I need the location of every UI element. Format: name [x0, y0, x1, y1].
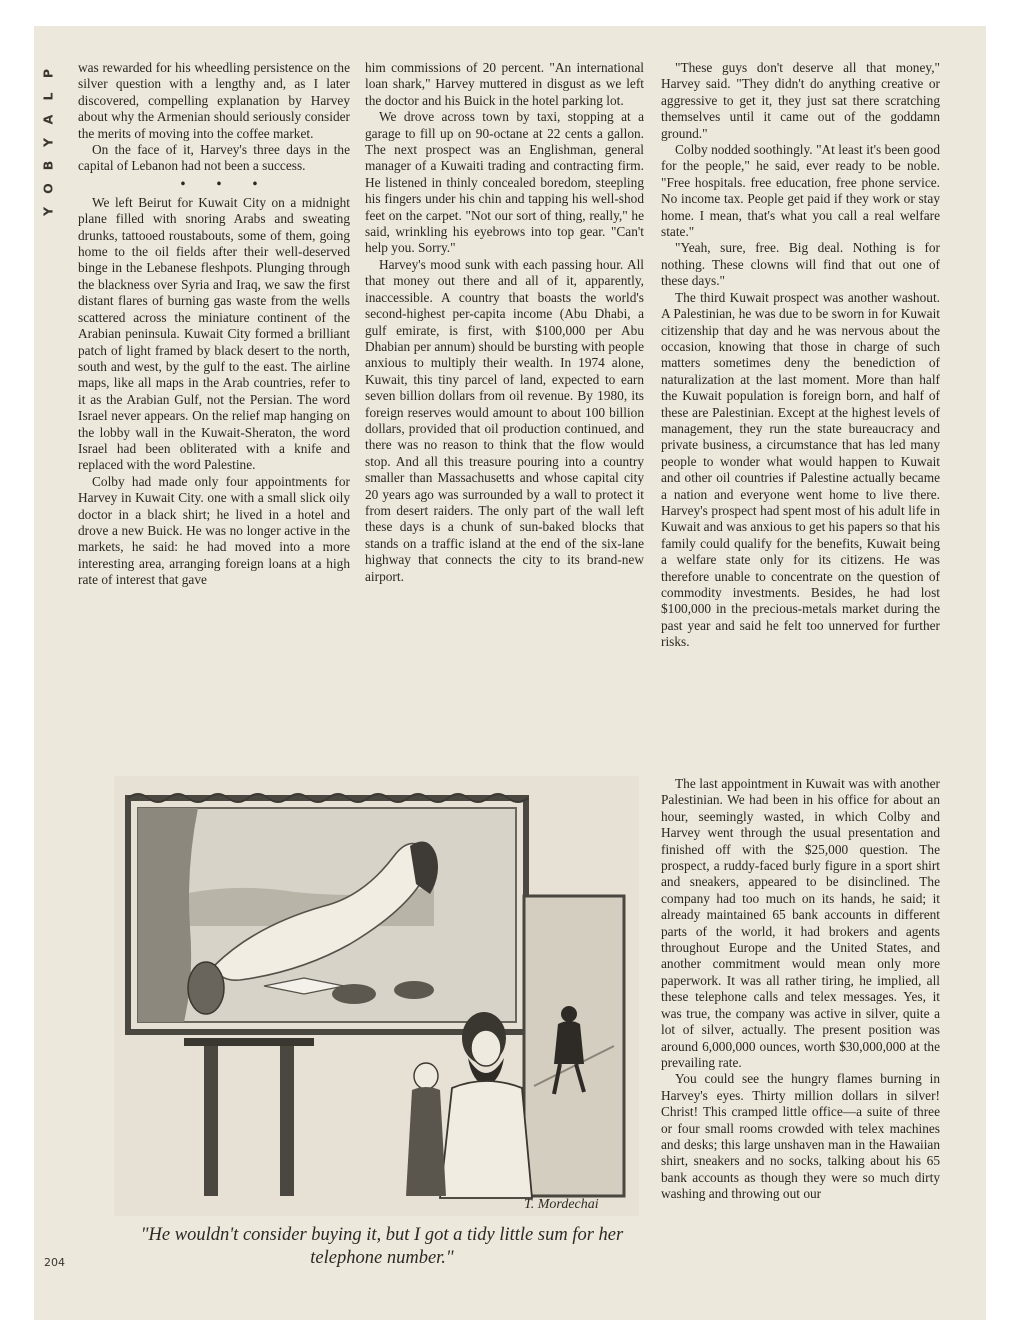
cartoon-illustration	[114, 776, 639, 1216]
running-head	[40, 62, 56, 223]
paragraph: Harvey's mood sunk with each passing hour. All that money out there and all of it, apparently, inaccessible. A country that boasts the world's second-highest per-capita income (Abu Dhabi, a gulf emirate, is first, with $100,000 per Abu Dhabian per annum) should be bursting with people anxious to multiply their wealth. In 1974 alone, Kuwait, this tiny parcel of land, expected to earn seven billion dollars from oil revenue. By 1980, its foreign reserves would amount to about 100 billion dollars, provided that oil production continued, and there was no reason to think that the flow would stop. And all this treasure pouring into a country smaller than Massachusetts and whose capital city 20 years ago was surrounded by a wall to protect it from desert raiders. The only part of the wall left these days is a chunk of sun-baked blocks that stands on a traffic island at the end of the six-lane highway that connects the city to its brand-new airport.	[365, 256, 644, 584]
paragraph: The third Kuwait prospect was another washout. A Palestinian, he was due to be sworn in for Kuwait citizenship that day and he was nervous about the occasion, knowing that those in charge of such matters sometimes deny the benediction of naturalization at the last moment. More than half the Kuwait population is foreign born, and half of these are Palestinian. Except at the highest levels of management, they run the state bureaucracy and private business, a circumstance that has led many people to wonder what would happen to Kuwait and other oil countries if Palestine actually became a nation and everyone went home to live there. Harvey's prospect had spent most of his adult life in Kuwait and was anxious to get his papers so that his family could qualify for the benefits, Kuwait being a welfare state only for its citizens. He was therefore unable to concentrate on the question of commodity investments. Besides, he had lost $100,000 in the precious-metals market during the past year and said he felt too unnerved for further risks.	[661, 289, 940, 650]
paragraph: "Yeah, sure, free. Big deal. Nothing is for nothing. These clowns will find that out one of these days."	[661, 240, 940, 289]
paragraph: We left Beirut for Kuwait City on a midnight plane filled with snoring Arabs and sweating drunks, tattooed roustabouts, some of them, going home to the oil fields after their well-deserved binge in the Lebanese fleshpots. Plunging through the blackness over Syria and Iraq, we saw the first distant flares of burning gas waste from the wells scattered across the miniature continent of the Arabian peninsula. Kuwait City formed a brilliant patch of light framed by black desert to the north, south and west, by the gulf to the east. The airline maps, like all maps in the Arab countries, refer to it as the Arabian Gulf, not the Persian. The word Israel never appears. On the relief map hanging on the lobby wall in the Kuwait-Sheraton, the word Israel had been obliterated with a knife and replaced with the word Palestine.	[78, 194, 350, 473]
easel-leg	[280, 1046, 294, 1196]
magazine-page	[34, 26, 986, 1320]
paragraph: him commissions of 20 percent. "An international loan shark," Harvey muttered in disgust as we left the doctor and his Buick in the hotel parking lot.	[365, 60, 644, 108]
paragraph: "These guys don't deserve all that money," Harvey said. "They didn't do anything creative or aggressive to get it, they just sat there scratching themselves until it came out of the goddamn ground."	[661, 60, 940, 141]
running-head-letter: Y	[40, 137, 56, 148]
running-head-letter: L	[40, 92, 56, 101]
paragraph: Colby had made only four appointments for Harvey in Kuwait City. one with a small slick oily doctor in a black shirt; he lived in a hotel and drove a new Buick. He was no longer active in the markets, he said: he had moved into a more interesting area, arranging foreign loans at a high rate of interest that gave	[78, 473, 350, 588]
paragraph: The last appointment in Kuwait was with another Palestinian. We had been in his office for about an hour, seemingly wasted, in which Colby and Harvey went through the usual presentation and finished off with the $25,000 question. The prospect, a ruddy-faced burly figure in a sport shirt and sneakers, appeared to be disinclined. The company had too much on its hands, he said; it already maintained 65 bank accounts in different parts of the world, it had brokers and agents throughout Europe and the United States, and another commitment would mean only more paperwork. It was all rather tiring, he implied, all these telephone calls and telex messages. Yes, it was true, the company was active in silver, quite a lot of silver, actually. The present position was around 6,000,000 ounces, worth $30,000,000 at the prevailing rate.	[661, 776, 940, 1070]
second-man-head	[414, 1063, 438, 1089]
cartoon-signature: T. Mordechai	[524, 1197, 599, 1212]
running-head-letter: O	[40, 183, 56, 194]
mandolin	[188, 962, 224, 1014]
column-1	[78, 60, 350, 589]
bearded-man-face	[471, 1030, 501, 1066]
bearded-man-body	[440, 1081, 532, 1198]
second-man-body	[406, 1087, 446, 1196]
running-head-letter: A	[40, 114, 56, 125]
departing-man-head	[561, 1006, 577, 1022]
running-head-letter: P	[40, 68, 56, 79]
column-2	[365, 60, 644, 585]
column-3	[661, 60, 940, 651]
paragraph: On the face of it, Harvey's three days in the capital of Lebanon had not been a success.	[78, 142, 350, 174]
running-head-letter: Y	[40, 206, 56, 217]
column-3-lower	[661, 776, 940, 1203]
section-separator: • • •	[180, 175, 272, 191]
running-head-letter: B	[40, 160, 56, 171]
paragraph: was rewarded for his wheedling persistence on the silver question with a lengthy and, as I later discovered, compelling explanation by Harvey about why the Armenian should seriously consider the merits of moving into the coffee market.	[78, 60, 350, 141]
paragraph: Colby nodded soothingly. "At least it's been good for the people," he said, ever ready to be noble. "Free hospitals. free education, free phone service. No income tax. People get paid if they work or stay home. I mean, that's what you call a real welfare state."	[661, 142, 940, 240]
easel-bar	[184, 1038, 314, 1046]
easel-leg	[204, 1046, 218, 1196]
painting-cat	[394, 981, 434, 999]
cartoon-caption: "He wouldn't consider buying it, but I got a tidy little sum for her telephone number."	[140, 1225, 624, 1268]
departing-man-body	[554, 1021, 584, 1064]
page-number: 204	[44, 1256, 65, 1269]
paragraph: We drove across town by taxi, stopping at a garage to fill up on 90-octane at 22 cents a gallon. The next prospect was an Englishman, general manager of a Kuwaiti trading and contracting firm. He listened in thinly concealed boredom, steepling his fingers under his chin and tapping his well-shod feet on the carpet. "Not our sort of thing, really," he said, wrinkling his eyebrows into top gear. "Can't help you. Sorry."	[365, 109, 644, 256]
paragraph: You could see the hungry flames burning in Harvey's eyes. Thirty million dollars in silver! Christ! This cramped little office—a suite of three or four small rooms crowded with telex machines and desks; this large unshaven man in the Hawaiian shirt, sneakers and no socks, talking about his 65 bank accounts as though they were so much dirty washing and throwing out our	[661, 1071, 940, 1202]
